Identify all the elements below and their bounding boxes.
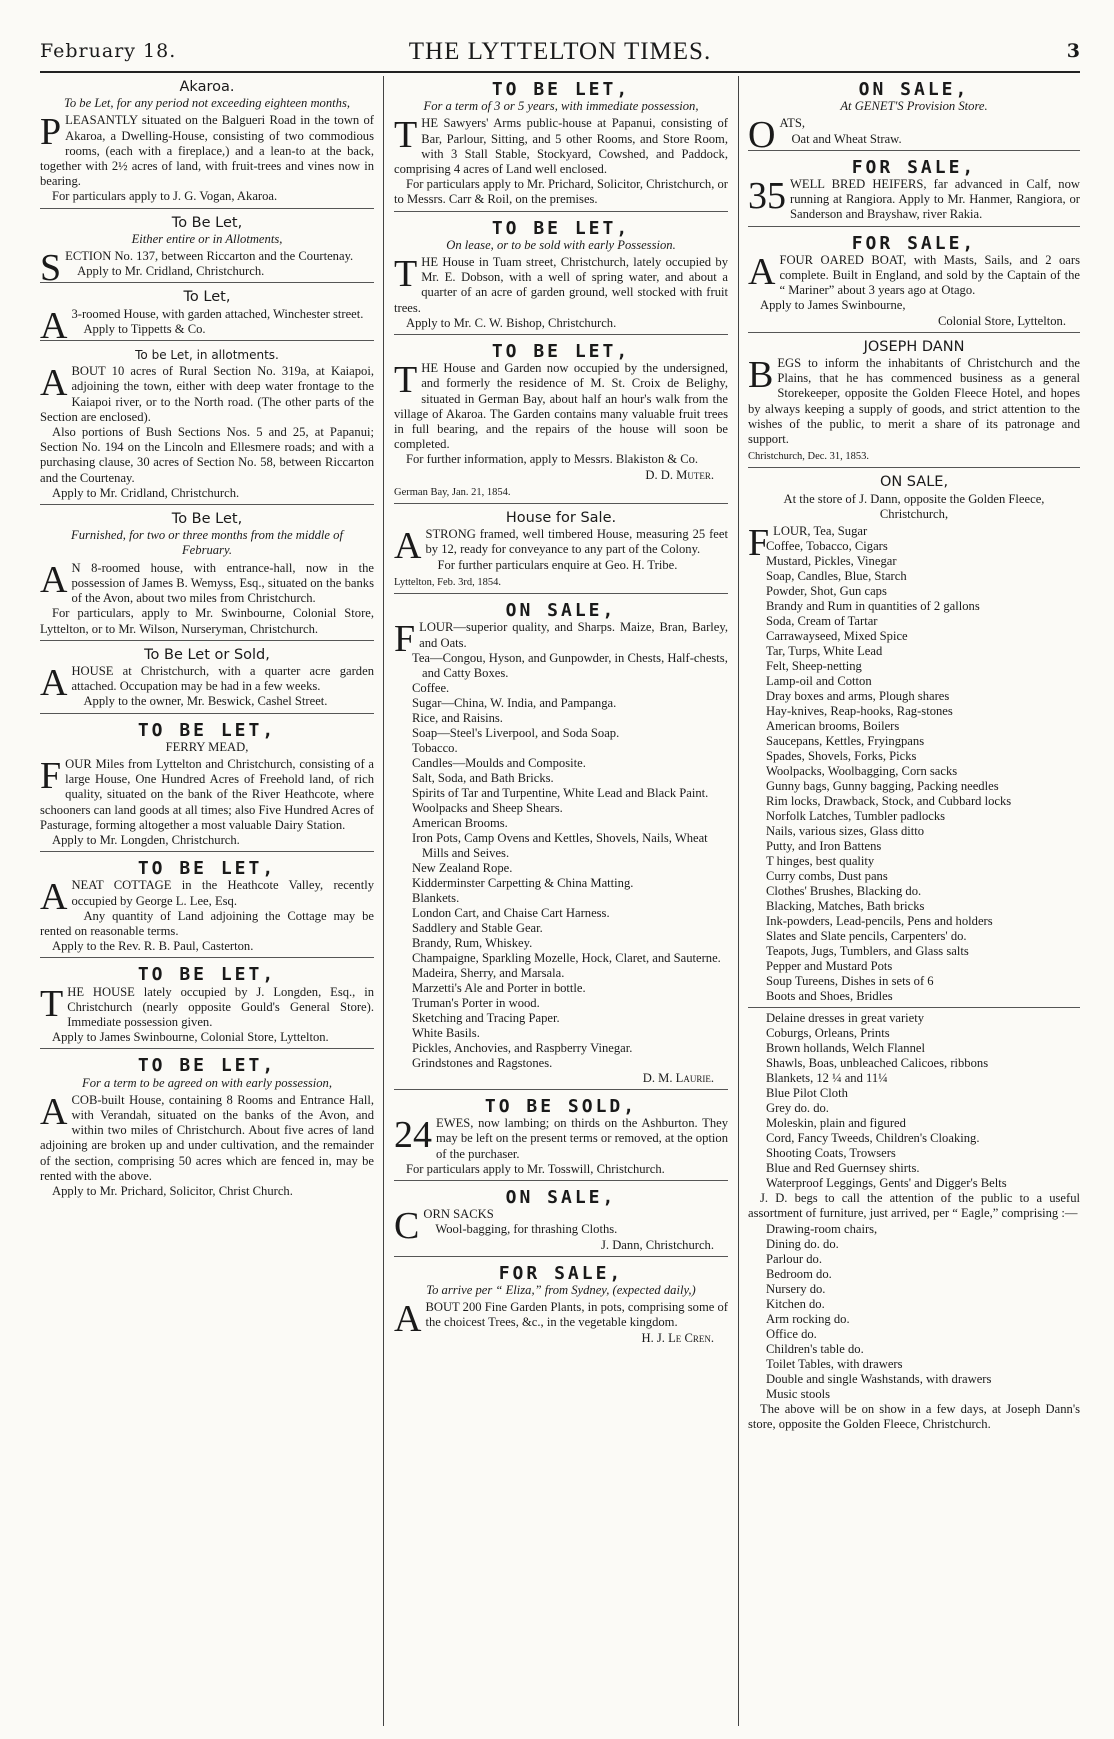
advert-body: HOUSE at Christchurch, with a quarter acre garden attached. Occupation may be had in a few weeks. [71, 663, 374, 694]
advert-signature: D. D. Muter. [645, 467, 714, 482]
advert-heading: To Let, [183, 289, 231, 306]
advert-heading: ON SALE, [505, 1186, 617, 1208]
drop-cap: F [40, 754, 62, 797]
list-item: Salt, Soda, and Bath Bricks. [412, 770, 554, 785]
advert-body: LEASANTLY situated on the Balgueri Road in the town of Akaroa, a Dwelling-House, consisting of two commodious rooms, (each with a fireplace,) and a lean-to at the back, together with 2½ acres of land, with fruit-trees and vines now in bearing. [40, 113, 374, 189]
drop-cap: A [40, 362, 68, 405]
drop-cap: A [40, 876, 68, 919]
list-item: Rim locks, Drawback, Stock, and Cubbard locks [766, 794, 1012, 809]
list-item: Children's table do. [766, 1341, 864, 1356]
advert-tuam-street [394, 215, 728, 335]
advert-body: ATS, [779, 116, 805, 131]
list-item: Truman's Porter in wood. [412, 995, 540, 1010]
list-item: Powder, Shot, Gun caps [766, 584, 887, 599]
advert-subheading: Furnished, for two or three months from the middle of February. [71, 528, 343, 558]
furniture-list [748, 1222, 1080, 1402]
advert-body: OUR Miles from Lyttelton and Christchurch, consisting of a large House, One Hundred Acres of Freehold land, of rich quality, situated on the bank of the River Heathcote, where schooners can land goods at all times; also Five Hundred Acres of Pasturage, forming altogether a most valuable Dairy Station. [40, 756, 374, 832]
list-item: Grey do. do. [766, 1101, 829, 1116]
list-item: Cord, Fancy Tweeds, Children's Cloaking. [766, 1131, 980, 1146]
advert-boat [748, 230, 1080, 333]
list-item: Blacking, Matches, Bath bricks [766, 899, 925, 914]
advert-oats [748, 76, 1080, 157]
column-rule [738, 76, 739, 1726]
drop-cap: T [40, 982, 64, 1025]
advert-contact: Apply to James Swinbourne, Colonial Store, Lyttelton. [52, 1030, 329, 1045]
advert-contact: For further information, apply to Messrs. Blakiston & Co. [406, 452, 699, 467]
advert-text: Also portions of Bush Sections Nos. 5 and 25, at Papanui; Section No. 194 on the Lincoln and Ellesmere roads; and with a purchasing clause, 30 acres of Section No. 58, between Riccarton and the Courtenay. [40, 425, 374, 485]
list-item: Tobacco. [412, 740, 458, 755]
list-item: Carrawayseed, Mixed Spice [766, 629, 908, 644]
advert-body: COB-built House, containing 8 Rooms and Entrance Hall, with Verandah, situated on the banks of the Avon, and within two miles of Christchurch. About five acres of land adjoining are broken up and under cultivation, and the remainder of the section, comprising 50 acres which are fenced in, may be rented with the above. [40, 1092, 374, 1183]
list-item: T hinges, best quality [766, 854, 875, 869]
advert-heading: FOR SALE, [851, 156, 977, 178]
list-item: Saddlery and Stable Gear. [412, 920, 543, 935]
drop-cap: S [40, 247, 62, 290]
advert-contact: Apply to Tippetts & Co. [83, 321, 206, 336]
list-item: Brandy, Rum, Whiskey. [412, 935, 533, 950]
issue-date: February 18. [40, 40, 177, 62]
list-item: Soup Tureens, Dishes in sets of 6 [766, 974, 934, 989]
advert-body: BOUT 200 Fine Garden Plants, in pots, comprising some of the choicest Trees, &c., in the vegetable kingdom. [425, 1300, 728, 1330]
advert-text: J. D. begs to call the attention of the public to a useful assortment of furniture, just arrived, per “ Eagle,” comprising :— [748, 1191, 1080, 1221]
advert-3-roomed-house [40, 286, 374, 347]
advert-neat-cottage [40, 855, 374, 958]
list-item: Drawing-room chairs, [766, 1221, 878, 1236]
advert-body: EGS to inform the inhabitants of Christchurch and the Plains, that he has commenced business as a general Storekeeper, opposite the Golden Fleece Hotel, and hopes by always keeping a supply of goods, and strict attention to the wishes of the public, to merit a share of its patronage and support. [748, 356, 1080, 447]
list-item: Teapots, Jugs, Tumblers, and Glass salts [766, 944, 969, 959]
advert-contact: For particulars apply to J. G. Vogan, Akaroa. [52, 189, 278, 204]
advert-body: STRONG framed, well timbered House, measuring 25 feet by 12, ready for conveyance to any part of the Colony. [425, 527, 728, 557]
list-item: Dray boxes and arms, Plough shares [766, 689, 950, 704]
advert-joseph-dann [748, 336, 1080, 469]
advert-contact: Apply to Mr. Longden, Christchurch. [52, 832, 240, 847]
advert-german-bay [394, 338, 728, 504]
advert-subheading: On lease, or to be sold with early Possession. [446, 237, 676, 252]
advert-garden-plants [394, 1260, 728, 1349]
list-item: Nails, various sizes, Glass ditto [766, 824, 925, 839]
column-3 [748, 76, 1080, 1726]
advert-contact: For particulars apply to Mr. Prichard, Solicitor, Christchurch, or to Messrs. Carr & Roil, on the premises. [394, 177, 728, 207]
advert-heifers [748, 154, 1080, 227]
advert-body: BOUT 10 acres of Rural Section No. 319a, at Kaiapoi, adjoining the town, either with deep water frontage to the Kaiapoi river, or to the North road. (The other parts of the Section are enclosed). [40, 364, 374, 424]
advert-contact: Apply to the Rev. R. B. Paul, Casterton. [52, 939, 254, 954]
list-item: Blue and Red Guernsey shirts. [766, 1161, 920, 1176]
advert-house-for-sale [394, 507, 728, 594]
drop-cap: A [40, 1090, 68, 1133]
advert-date: Christchurch, Dec. 31, 1853. [748, 451, 870, 463]
list-item: Dining do. do. [766, 1236, 839, 1251]
advert-contact: For particulars, apply to Mr. Swinbourne, Colonial Store, Lyttelton, or to Mr. Wilson, Nurseryman, Christchurch. [40, 606, 374, 636]
list-item: Clothes' Brushes, Blacking do. [766, 884, 922, 899]
drop-cap: O [748, 114, 776, 157]
advert-heading: TO BE LET, [137, 964, 277, 986]
drop-cap: A [40, 661, 68, 704]
advert-date: Lyttelton, Feb. 3rd, 1854. [394, 576, 502, 588]
advert-body: FOUR OARED BOAT, with Masts, Sails, and 2 oars complete. Built in England, and sold by the Captain of the “ Mariner” about 3 years ago at Otago. [779, 252, 1080, 298]
advert-subheading: To arrive per “ Eliza,” from Sydney, (expected daily,) [426, 1282, 696, 1297]
list-item: Rice, and Raisins. [412, 710, 503, 725]
advert-contact: Apply to the owner, Mr. Beswick, Cashel Street. [83, 694, 328, 709]
list-item: Shooting Coats, Trowsers [766, 1146, 896, 1161]
list-item: Norfolk Latches, Tumbler padlocks [766, 809, 946, 824]
drop-cap: P [40, 111, 62, 154]
advert-sawyers-arms [394, 76, 728, 212]
advert-heading: TO BE LET, [491, 341, 631, 363]
list-item: Iron Pots, Camp Ovens and Kettles, Shovels, Nails, Wheat Mills and Seives. [412, 830, 708, 860]
drop-cap: B [748, 354, 774, 397]
advert-heading: To Be Let, [171, 214, 243, 231]
advert-heading: TO BE LET, [137, 858, 277, 880]
list-item: Kitchen do. [766, 1296, 825, 1311]
list-item: Toilet Tables, with drawers [766, 1356, 903, 1371]
advert-allotments [40, 344, 374, 505]
list-item: Coffee. [412, 680, 450, 695]
drapery-list [748, 1011, 1080, 1191]
advert-contact: Apply to Mr. Cridland, Christchurch. [52, 485, 240, 500]
list-item: Brandy and Rum in quantities of 2 gallons [766, 599, 980, 614]
advert-signature: J. Dann, Christchurch. [601, 1237, 714, 1252]
drop-cap: A [394, 525, 422, 568]
list-item: Hay-knives, Reap-hooks, Rag-stones [766, 704, 953, 719]
newspaper-title: THE LYTTELTON TIMES. [408, 38, 712, 65]
advert-contact: Apply to Mr. C. W. Bishop, Christchurch. [406, 315, 617, 330]
section-divider [748, 1007, 1080, 1008]
advert-signature: D. M. Laurie. [642, 1070, 714, 1085]
advert-heading: House for Sale. [505, 510, 617, 527]
list-item: Woolpacks, Woolbagging, Corn sacks [766, 764, 958, 779]
list-item: Coffee, Tobacco, Cigars [766, 539, 888, 554]
advert-ewes [394, 1093, 728, 1181]
advert-body: EWES, now lambing; on thirds on the Ashburton. They may be left on the present terms or removed, at the option of the purchaser. [436, 1116, 728, 1161]
advert-contact: Apply to James Swinbourne, [760, 298, 906, 313]
list-item: Coburgs, Orleans, Prints [766, 1026, 890, 1041]
list-item: Soda, Cream of Tartar [766, 614, 878, 629]
page-number: 3 [1066, 40, 1080, 62]
advert-body: 3-roomed House, with garden attached, Winchester street. [71, 306, 364, 321]
goods-list [394, 651, 728, 1071]
list-item: Arm rocking do. [766, 1311, 850, 1326]
list-item: White Basils. [412, 1025, 480, 1040]
list-item: Bedroom do. [766, 1266, 832, 1281]
drop-cap: 35 [748, 175, 786, 218]
column-1 [40, 76, 374, 1726]
advert-contact: For particulars apply to Mr. Tosswill, Christchurch. [406, 1161, 665, 1176]
list-item: Spirits of Tar and Turpentine, White Lead and Black Paint. [412, 785, 709, 800]
advert-heading: FOR SALE, [851, 232, 977, 254]
advert-text: Oat and Wheat Straw. [791, 131, 902, 146]
list-item: Sugar—China, W. India, and Pampanga. [412, 695, 617, 710]
list-item: Gunny bags, Gunny bagging, Packing needles [766, 779, 999, 794]
drop-cap: 24 [394, 1114, 432, 1157]
advert-body: LOUR—superior quality, and Sharps. Maize, Bran, Barley, and Oats. [419, 620, 728, 650]
advert-text: Wool-bagging, for thrashing Cloths. [435, 1222, 618, 1237]
list-item: Lamp-oil and Cotton [766, 674, 872, 689]
list-item: American Brooms. [412, 815, 508, 830]
list-item: Pickles, Anchovies, and Raspberry Vinegar. [412, 1040, 633, 1055]
list-item: Candles—Moulds and Composite. [412, 755, 586, 770]
advert-heading: TO BE LET, [491, 217, 631, 239]
advert-body: HE Sawyers' Arms public-house at Papanui, consisting of Bar, Parlour, Sitting, and 5 other Rooms, and Store Room, with 3 Stall Stable, Stockyard, Cowshed, and Paddock, comprising 4 acres of Land well enclosed. [394, 116, 728, 177]
advert-body: HE House and Garden now occupied by the undersigned, and formerly the residence of M. St. Croix de Belighy, situated in German Bay, about half an hour's walk from the village of Akaroa. The Garden contains many valuable fruit trees in full bearing, and the repairs of the house will soon be completed. [394, 361, 728, 452]
advert-heading: JOSEPH DANN [863, 338, 965, 355]
list-item: Tea—Congou, Hyson, and Gunpowder, in Chests, Half-chests, and Catty Boxes. [412, 650, 728, 680]
drop-cap: A [394, 1298, 422, 1341]
advert-body: ECTION No. 137, between Riccarton and the Courtenay. [65, 249, 354, 264]
advert-subheading: For a term to be agreed on with early possession, [82, 1075, 332, 1090]
advert-contact: For further particulars enquire at Geo. H. Tribe. [437, 557, 678, 572]
list-item: Shawls, Boas, unbleached Calicoes, ribbons [766, 1056, 989, 1071]
advert-laurie-on-sale [394, 597, 728, 1090]
advert-body: HE House in Tuam street, Christchurch, lately occupied by Mr. E. Dobson, with a well of spring water, and about a quarter of an acre of garden ground, well stocked with fruit trees. [394, 255, 728, 315]
advert-heading: TO BE LET, [491, 79, 631, 100]
advert-subheading: To be Let, for any period not exceeding eighteen months, [64, 96, 350, 111]
list-item: Boots and Shoes, Bridles [766, 989, 893, 1004]
advert-heading: ON SALE, [505, 600, 617, 622]
list-item: Curry combs, Dust pans [766, 869, 888, 884]
advert-text: Any quantity of Land adjoining the Cottage may be rented on reasonable terms. [40, 908, 374, 938]
advert-heading: Akaroa. [179, 79, 235, 95]
list-item: Madeira, Sherry, and Marsala. [412, 965, 565, 980]
advert-subheading: FERRY MEAD, [165, 739, 249, 754]
advert-furnished-house [40, 508, 374, 641]
list-item: Nursery do. [766, 1281, 826, 1296]
list-item: Soap, Candles, Blue, Starch [766, 569, 907, 584]
list-item: Kidderminster Carpetting & China Matting. [412, 875, 634, 890]
list-item: Woolpacks and Sheep Shears. [412, 800, 563, 815]
advert-heading: To Be Let, [171, 511, 243, 528]
list-item: Blankets, 12 ¼ and 11¼ [766, 1071, 888, 1086]
advert-subheading: For a term of 3 or 5 years, with immediate possession, [423, 99, 699, 114]
list-item: Delaine dresses in great variety [766, 1011, 925, 1026]
advert-subheading: Either entire or in Allotments, [131, 231, 283, 246]
advert-contact: Apply to Mr. Prichard, Solicitor, Christ Church. [52, 1184, 293, 1198]
drop-cap: F [394, 618, 416, 661]
top-rule [40, 71, 1080, 73]
drop-cap: A [40, 304, 68, 347]
list-item: Pepper and Mustard Pots [766, 959, 893, 974]
advert-text: The above will be on show in a few days, at Joseph Dann's store, opposite the Golden Fleece, Christchurch. [748, 1401, 1080, 1431]
list-item: Saucepans, Kettles, Fryingpans [766, 734, 925, 749]
list-item: Felt, Sheep-netting [766, 659, 862, 674]
drop-cap: A [40, 558, 68, 601]
advert-akaroa [40, 76, 374, 209]
advert-heading: ON SALE, [858, 79, 970, 100]
drop-cap: F [748, 522, 770, 565]
list-item: Mustard, Pickles, Vinegar [766, 554, 897, 569]
list-item: Marzetti's Ale and Porter in bottle. [412, 980, 586, 995]
list-item: Moleskin, plain and figured [766, 1116, 906, 1131]
column-rule [383, 76, 384, 1726]
advert-body: LOUR, Tea, Sugar [773, 524, 868, 539]
advert-signature: Colonial Store, Lyttelton. [937, 313, 1066, 328]
list-item: Putty, and Iron Battens [766, 839, 882, 854]
advert-ferry-mead [40, 717, 374, 853]
drop-cap: T [394, 114, 418, 157]
advert-longden-house [40, 961, 374, 1049]
advert-date: German Bay, Jan. 21, 1854. [394, 486, 511, 498]
drop-cap: T [394, 253, 418, 296]
list-item: Parlour do. [766, 1251, 822, 1266]
advert-subheading: At the store of J. Dann, opposite the Golden Fleece, Christchurch, [783, 491, 1045, 521]
list-item: Soap—Steel's Liverpool, and Soda Soap. [412, 725, 620, 740]
goods-list [748, 539, 1080, 1004]
list-item: American brooms, Boilers [766, 719, 900, 734]
advert-dann-on-sale [748, 471, 1080, 1435]
list-item: Brown hollands, Welch Flannel [766, 1041, 925, 1056]
drop-cap: A [748, 250, 776, 293]
advert-let-or-sold [40, 644, 374, 714]
advert-body: NEAT COTTAGE in the Heathcote Valley, recently occupied by George L. Lee, Esq. [71, 878, 374, 908]
drop-cap: C [394, 1205, 420, 1248]
advert-body: ORN SACKS [423, 1207, 494, 1222]
list-item: Double and single Washstands, with drawers [766, 1371, 992, 1386]
list-item: Sketching and Tracing Paper. [412, 1010, 560, 1025]
column-2 [394, 76, 728, 1726]
advert-signature: H. J. Le Cren. [641, 1330, 714, 1345]
list-item: Tar, Turps, White Lead [766, 644, 883, 659]
advert-heading: TO BE LET, [137, 719, 277, 741]
advert-corn-sacks [394, 1184, 728, 1257]
list-item: Champaigne, Sparkling Mozelle, Hock, Claret, and Sauterne. [412, 950, 721, 965]
advert-subheading: At GENET'S Provision Store. [840, 99, 988, 114]
advert-section-137 [40, 212, 374, 290]
advert-body: WELL BRED HEIFERS, far advanced in Calf, now running at Rangiora. Apply to Mr. Hanmer, Rangiora, or Sanderson and Brayshaw, river Rakia. [790, 177, 1080, 222]
list-item: London Cart, and Chaise Cart Harness. [412, 905, 610, 920]
advert-body: N 8-roomed house, with entrance-hall, now in the possession of James B. Wemyss, Esq., situated on the banks of the Avon, about two miles from Christchurch. [71, 560, 374, 606]
list-item: Music stools [766, 1386, 831, 1401]
masthead [40, 40, 1080, 72]
list-item: Slates and Slate pencils, Carpenters' do. [766, 929, 967, 944]
advert-heading: TO BE SOLD, [484, 1095, 638, 1117]
advert-heading: ON SALE, [879, 474, 949, 491]
advert-heading: To Be Let or Sold, [144, 646, 270, 663]
list-item: Ink-powders, Lead-pencils, Pens and holders [766, 914, 993, 929]
advert-heading: TO BE LET, [137, 1055, 277, 1077]
list-item: Grindstones and Ragstones. [412, 1055, 553, 1070]
advert-contact: Apply to Mr. Cridland, Christchurch. [77, 264, 265, 279]
drop-cap: T [394, 359, 418, 402]
list-item: Blankets. [412, 890, 460, 905]
list-item: Waterproof Leggings, Gents' and Digger's Belts [766, 1176, 1007, 1191]
list-item: Office do. [766, 1326, 817, 1341]
list-item: New Zealand Rope. [412, 860, 513, 875]
advert-heading: To be Let, in allotments. [135, 348, 279, 363]
advert-heading: FOR SALE, [498, 1262, 624, 1284]
advert-body: HE HOUSE lately occupied by J. Longden, Esq., in Christchurch (nearly opposite Gould's General Store). Immediate possession given. [67, 984, 374, 1029]
list-item: Spades, Shovels, Forks, Picks [766, 749, 917, 764]
advert-cob-house [40, 1052, 374, 1202]
list-item: Blue Pilot Cloth [766, 1086, 848, 1101]
